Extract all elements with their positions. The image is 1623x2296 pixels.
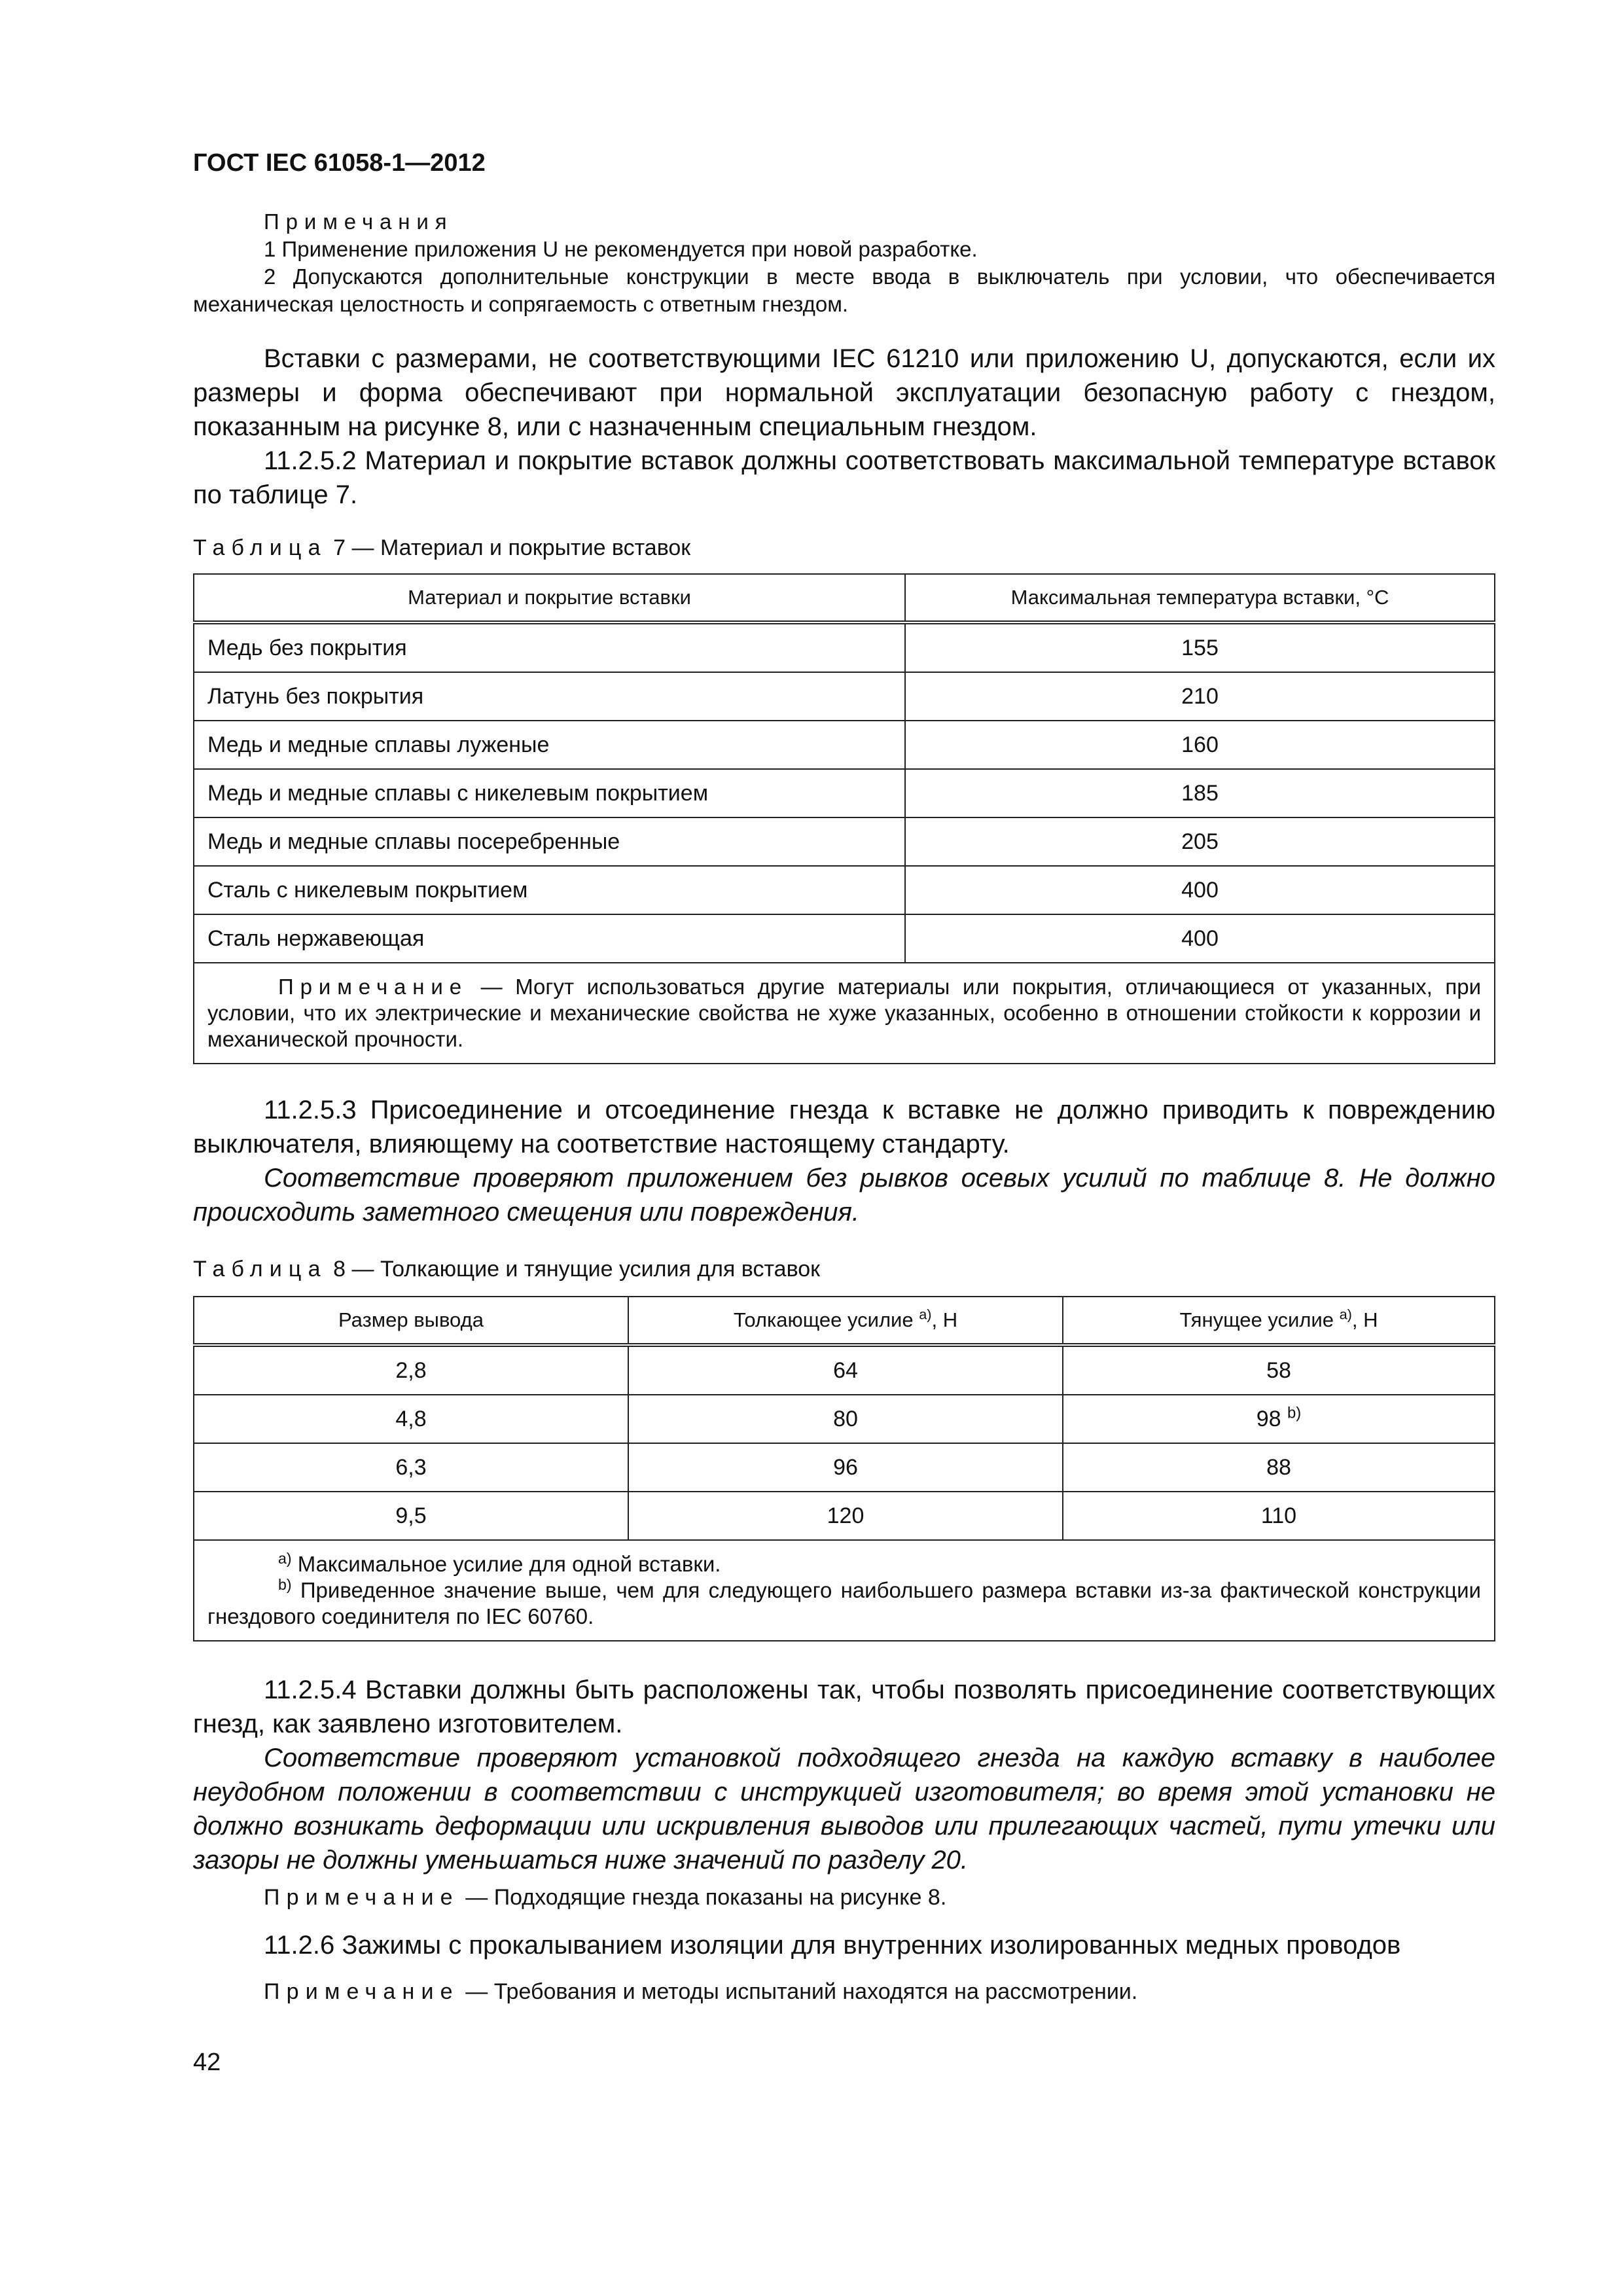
- table-row: [194, 721, 1495, 769]
- table7-material: Медь и медные сплавы луженые: [194, 721, 905, 769]
- table7-material: Сталь нержавеющая: [194, 914, 905, 963]
- table8-caption-label: Таблица: [193, 1257, 327, 1282]
- table-row: [194, 1492, 1495, 1540]
- table-row: [194, 622, 1495, 672]
- table8-pull: [1063, 1492, 1495, 1540]
- paragraph-inserts: [193, 342, 1495, 512]
- table7-caption-label: Таблица: [193, 535, 327, 560]
- table8-pull-value: 98: [1256, 1406, 1281, 1431]
- top-notes: [193, 208, 1495, 318]
- note3-label: Примечание: [264, 1979, 459, 2004]
- table8-unit: , Н: [1351, 1308, 1378, 1331]
- para-11-2-5-2: 11.2.5.2 Материал и покрытие вставок должны соответствовать максимальной температуре вставок по таблице 7.: [193, 446, 1495, 509]
- table-row: [194, 1395, 1495, 1443]
- table7-header-row: [194, 574, 1495, 622]
- table8-pull-value: 58: [1266, 1357, 1291, 1383]
- table8-footnotes: [194, 1540, 1495, 1641]
- table8-col-push-label: Толкающее усилие: [733, 1308, 914, 1331]
- note2-text: — Подходящие гнезда показаны на рисунке 8.: [459, 1885, 947, 1910]
- table8-push: 96: [628, 1443, 1063, 1492]
- para-11-2-5-3: 11.2.5.3 Присоединение и отсоединение гнезда к вставке не должно приводить к повреждению выключателя, влияющему на соответствие настоящему стандарту.: [193, 1096, 1495, 1158]
- table7-material: Сталь с никелевым покрытием: [194, 866, 905, 914]
- para-1: Вставки с размерами, не соответствующими IEC 61210 или приложению U, допускаются, если их размеры и форма обеспечивают при нормальной эксплуатации безопасную работу с гнездом, показанным на рисунке 8, или с назначенным специальным гнездом.: [193, 344, 1495, 441]
- table7-caption: [193, 535, 690, 561]
- table8-pull: [1063, 1395, 1495, 1443]
- para-11-2-5-3-check: Соответствие проверяют приложением без рывков осевых усилий по таблице 8. Не должно происходить заметного смещения или повреждения.: [193, 1164, 1495, 1227]
- document-header: ГОСТ IEC 61058-1—2012: [193, 149, 486, 177]
- table7-material: Медь и медные сплавы посеребренные: [194, 817, 905, 866]
- table-row: [194, 672, 1495, 721]
- footnote-a-label: a): [278, 1550, 292, 1567]
- note-11-2-6: [264, 1979, 1137, 2005]
- table7-material: Латунь без покрытия: [194, 672, 905, 721]
- paragraph-11-2-5-3: [193, 1093, 1495, 1229]
- table7-note-row: [194, 963, 1495, 1064]
- table8-header-row: [194, 1297, 1495, 1345]
- table7-col-temp: Максимальная температура вставки, °С: [905, 574, 1495, 622]
- table7-temp: 205: [905, 817, 1495, 866]
- table8-push: 120: [628, 1492, 1063, 1540]
- table-row: [194, 1345, 1495, 1395]
- table7-temp: 400: [905, 866, 1495, 914]
- footnote-a-text: Максимальное усилие для одной вставки.: [291, 1552, 721, 1576]
- table8-col-pull: [1063, 1297, 1495, 1345]
- table8-size: 9,5: [194, 1492, 628, 1540]
- page-number: 42: [193, 2049, 221, 2076]
- paragraph-11-2-6: [193, 1928, 1495, 1962]
- table8-size: 4,8: [194, 1395, 628, 1443]
- footnote-a-mark: a): [919, 1306, 932, 1323]
- table8-size: 2,8: [194, 1345, 628, 1395]
- table7-temp: 210: [905, 672, 1495, 721]
- table-row: [194, 866, 1495, 914]
- table-row: [194, 769, 1495, 817]
- footnote-a: [207, 1551, 1481, 1577]
- table8-footnote-row: [194, 1540, 1495, 1641]
- para-11-2-5-4-check: Соответствие проверяют установкой подходящего гнезда на каждую вставку в наиболее неудобном положении в соответствии с инструкцией изготовителя; во время этой установки не должно возникать деформации или искривления выводов или прилегающих частей, пути утечки или зазоры не должны уменьшаться ниже значений по разделу 20.: [193, 1744, 1495, 1874]
- note-1: 1 Применение приложения U не рекомендуется при новой разработке.: [264, 237, 978, 261]
- table8-pull: [1063, 1443, 1495, 1492]
- note-2: 2 Допускаются дополнительные конструкции в месте ввода в выключатель при условии, что обеспечивается механическая целостность и сопрягаемость с ответным гнездом.: [193, 264, 1495, 316]
- table8-pull-value: 88: [1266, 1454, 1291, 1480]
- table7-note: [194, 963, 1495, 1064]
- table8-col-push: [628, 1297, 1063, 1345]
- note2-label: Примечание: [264, 1885, 459, 1910]
- table7-temp: 155: [905, 622, 1495, 672]
- footnote-a-mark: a): [1339, 1306, 1352, 1323]
- table8-push: 80: [628, 1395, 1063, 1443]
- table8-size: 6,3: [194, 1443, 628, 1492]
- table-8: [193, 1296, 1495, 1641]
- table-row: [194, 914, 1495, 963]
- table8-pull-value: 110: [1260, 1503, 1297, 1528]
- note3-text: — Требования и методы испытаний находятся на рассмотрении.: [459, 1979, 1138, 2004]
- table8-col-pull-label: Тянущее усилие: [1179, 1308, 1334, 1331]
- table8-unit: , Н: [931, 1308, 958, 1331]
- table8-caption-text: 8 — Толкающие и тянущие усилия для вставок: [327, 1257, 821, 1282]
- footnote-b-mark: b): [1287, 1404, 1302, 1422]
- footnote-b-label: b): [278, 1576, 292, 1593]
- table8-caption: [193, 1257, 820, 1282]
- notes-title: Примечания: [264, 209, 454, 234]
- paragraph-11-2-5-4: [193, 1673, 1495, 1877]
- table7-temp: 160: [905, 721, 1495, 769]
- table7-note-text: — Могут использоваться другие материалы или покрытия, отличающиеся от указанных, при условии, что их электрические и механические свойства не хуже указанных, особенно в отношении стойкости к коррозии и механической прочности.: [207, 975, 1481, 1051]
- table8-pull: [1063, 1345, 1495, 1395]
- footnote-b: [207, 1577, 1481, 1630]
- table-row: [194, 1443, 1495, 1492]
- para-11-2-6: 11.2.6 Зажимы с прокалыванием изоляции для внутренних изолированных медных проводов: [264, 1931, 1401, 1960]
- table7-temp: 400: [905, 914, 1495, 963]
- table8-col-size: Размер вывода: [194, 1297, 628, 1345]
- table-7: [193, 573, 1495, 1064]
- table7-col-material: Материал и покрытие вставки: [194, 574, 905, 622]
- para-11-2-5-4: 11.2.5.4 Вставки должны быть расположены так, чтобы позволять присоединение соответствующих гнезд, как заявлено изготовителем.: [193, 1676, 1495, 1738]
- note-figure-8: [264, 1885, 946, 1910]
- table-row: [194, 817, 1495, 866]
- table7-note-label: Примечание: [278, 975, 469, 999]
- table7-material: Медь и медные сплавы с никелевым покрытием: [194, 769, 905, 817]
- footnote-b-text: Приведенное значение выше, чем для следующего наибольшего размера вставки из-за фактической конструкции гнездового соединителя по IEC 60760.: [207, 1578, 1481, 1628]
- table8-push: 64: [628, 1345, 1063, 1395]
- table7-material: Медь без покрытия: [194, 622, 905, 672]
- table7-caption-text: 7 — Материал и покрытие вставок: [327, 535, 691, 560]
- table7-temp: 185: [905, 769, 1495, 817]
